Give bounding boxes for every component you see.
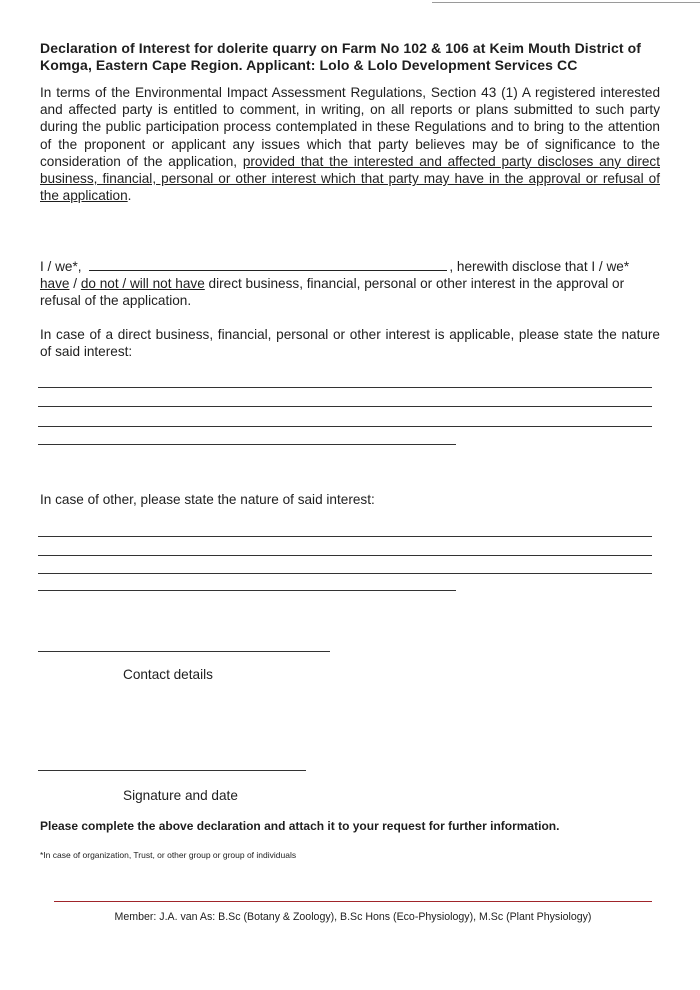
contact-details-label: Contact details bbox=[123, 667, 213, 682]
direct-interest-line-4[interactable] bbox=[38, 444, 456, 445]
footnote: *In case of organization, Trust, or other group or group of individuals bbox=[40, 850, 297, 860]
other-interest-line-4[interactable] bbox=[38, 590, 456, 591]
intro-underlined-text: provided that the interested and affected party discloses any direct business, financial, personal or other interest which that party may have in the approval or refusal of the application bbox=[40, 153, 660, 204]
intro-text: In terms of the Environmental Impact Assessment Regulations, Section 43 (1) A registered interested and affected party is entitled to comment, in writing, on all reports or plans submitted to such party during the public participation process contemplated in these Regulations and to bring to the attention of the proponent or applicant any issues which that party believes may be of significance to the consideration of the application, bbox=[40, 85, 660, 169]
name-input-line[interactable] bbox=[89, 258, 447, 271]
contact-details-line[interactable] bbox=[38, 651, 330, 652]
other-interest-line-3[interactable] bbox=[38, 573, 652, 574]
option-do-not-have[interactable]: do not / will not have bbox=[80, 276, 205, 292]
intro-paragraph bbox=[40, 84, 660, 204]
document-title: Declaration of Interest for dolerite quarry on Farm No 102 & 106 at Keim Mouth District of Komga, Eastern Cape Region. Applicant: Lolo & Lolo Development Services CC bbox=[40, 40, 642, 73]
other-interest-line-2[interactable] bbox=[38, 555, 652, 556]
declaration-suffix: direct business, financial, personal or other interest in the approval or refusal of the application. bbox=[40, 276, 625, 309]
option-have[interactable]: have bbox=[40, 276, 70, 292]
direct-interest-line-1[interactable] bbox=[38, 387, 652, 388]
other-interest-line-1[interactable] bbox=[38, 536, 652, 537]
declaration-middle: , herewith disclose that I / we* bbox=[449, 259, 630, 274]
direct-interest-line-2[interactable] bbox=[38, 406, 652, 407]
other-interest-prompt: In case of other, please state the nature of said interest: bbox=[40, 492, 375, 507]
signature-label: Signature and date bbox=[123, 788, 238, 803]
option-separator: / bbox=[69, 276, 81, 292]
footer-rule bbox=[54, 901, 652, 902]
signature-line[interactable] bbox=[38, 770, 306, 771]
intro-end: . bbox=[127, 188, 132, 204]
declaration-prefix: I / we*, bbox=[40, 259, 86, 274]
direct-interest-line-3[interactable] bbox=[38, 426, 652, 427]
instruction-note: Please complete the above declaration and attach it to your request for further information. bbox=[40, 819, 560, 833]
footer-credentials: Member: J.A. van As: B.Sc (Botany & Zoology), B.Sc Hons (Eco-Physiology), M.Sc (Plant Physiology) bbox=[114, 911, 592, 923]
declaration-statement bbox=[40, 258, 660, 310]
top-border-line bbox=[432, 2, 700, 3]
direct-interest-prompt: In case of a direct business, financial, personal or other interest is applicable, please state the nature of said interest: bbox=[40, 327, 660, 360]
